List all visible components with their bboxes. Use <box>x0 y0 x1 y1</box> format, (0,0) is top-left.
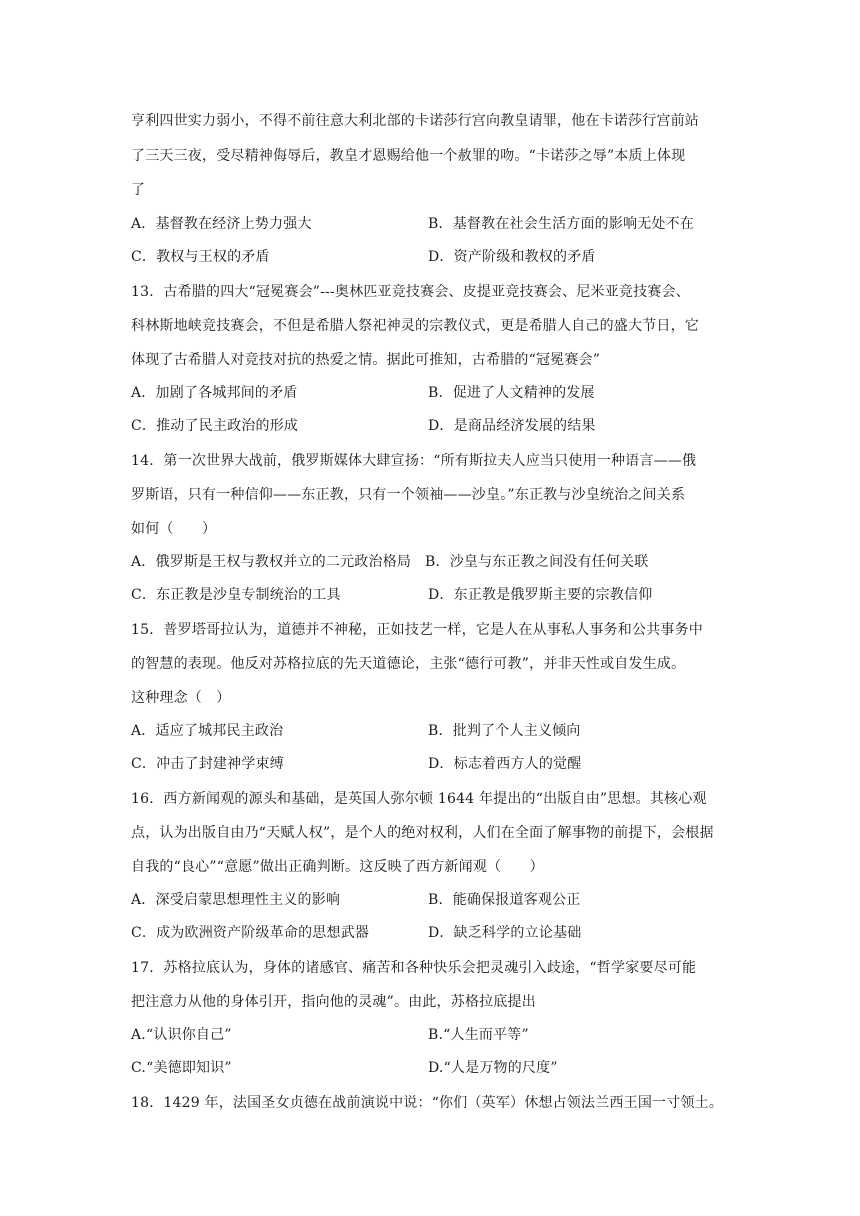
q16-line-2: 点，认为出版自由乃“天赋人权”，是个人的绝对权利，人们在全面了解事物的前提下，会根据 <box>131 825 714 841</box>
q12-line-3: 了 <box>131 182 146 198</box>
q16-option-a: A．深受启蒙思想理性主义的影响 <box>131 892 341 908</box>
q16-option-b: B．能确保报道客观公正 <box>428 892 581 908</box>
q14-option-c: C．东正教是沙皇专制统治的工具 <box>131 587 341 603</box>
q13-option-b: B．促进了人文精神的发展 <box>428 385 595 401</box>
q16-line-1: 16．西方新闻观的源头和基础，是英国人弥尔顿 1644 年提出的“出版自由”思想。其核心观 <box>131 791 707 807</box>
q15-option-a: A．适应了城邦民主政治 <box>131 723 284 739</box>
q12-option-d: D．资产阶级和教权的矛盾 <box>428 249 596 265</box>
q14-line-2: 罗斯语，只有一种信仰——东正教，只有一个领袖——沙皇。”东正教与沙皇统治之间关系 <box>131 487 686 503</box>
q12-line-2: 了三天三夜，受尽精神侮辱后，教皇才恩赐给他一个赦罪的吻。“卡诺莎之辱”本质上体现 <box>131 148 686 164</box>
q16-line-3: 自我的“良心”“意愿”做出正确判断。这反映了西方新闻观（ ） <box>131 859 544 875</box>
q13-line-1: 13．古希腊的四大“冠冕赛会”---奥林匹亚竞技赛会、皮提亚竞技赛会、尼米亚竞技赛会、 <box>131 284 690 300</box>
q13-line-3: 体现了古希腊人对竞技对抗的热爱之情。据此可推知，古希腊的“冠冕赛会” <box>131 352 601 368</box>
q15-option-d: D．标志着西方人的觉醒 <box>428 756 582 772</box>
q17-option-c: C.“美德即知识” <box>131 1060 232 1076</box>
q13-option-a: A．加剧了各城邦间的矛盾 <box>131 385 298 401</box>
q12-option-c: C．教权与王权的矛盾 <box>131 249 270 265</box>
q14-option-d: D．东正教是俄罗斯主要的宗教信仰 <box>428 587 653 603</box>
q14-option-a: A．俄罗斯是王权与教权并立的二元政治格局 <box>131 554 412 570</box>
q13-option-d: D．是商品经济发展的结果 <box>428 418 596 434</box>
q17-option-a: A.“认识你自己” <box>131 1027 232 1043</box>
q15-line-3: 这种理念（ ） <box>131 690 231 706</box>
q14-option-b: B．沙皇与东正教之间没有任何关联 <box>425 554 649 570</box>
q16-option-d: D．缺乏科学的立论基础 <box>428 925 582 941</box>
q16-option-c: C．成为欧洲资产阶级革命的思想武器 <box>131 925 370 941</box>
q15-line-1: 15．普罗塔哥拉认为，道德并不神秘，正如技艺一样，它是人在从事私人事务和公共事务中 <box>131 622 704 638</box>
q18-line-1: 18．1429 年，法国圣女贞德在战前演说中说：“你们（英军）休想占领法兰西王国一寸领土。 <box>131 1095 724 1111</box>
q17-option-b: B.“人生而平等” <box>428 1027 529 1043</box>
q17-line-2: 把注意力从他的身体引开，指向他的灵魂”。由此，苏格拉底提出 <box>131 994 536 1010</box>
q17-line-1: 17．苏格拉底认为，身体的诸感官、痛苦和各种快乐会把灵魂引入歧途，“哲学家要尽可能 <box>131 960 697 976</box>
q15-option-b: B．批判了个人主义倾向 <box>428 723 581 739</box>
q14-line-1: 14．第一次世界大战前，俄罗斯媒体大肆宣扬：“所有斯拉夫人应当只使用一种语言——俄 <box>131 453 697 469</box>
q15-line-2: 的智慧的表现。他反对苏格拉底的先天道德论，主张“德行可教”，并非天性或自发生成。 <box>131 656 686 672</box>
q13-option-c: C．推动了民主政治的形成 <box>131 418 299 434</box>
q13-line-2: 科林斯地峡竞技赛会，不但是希腊人祭祀神灵的宗教仪式，更是希腊人自己的盛大节日，它 <box>131 318 699 334</box>
q14-line-3: 如何（ ） <box>131 521 217 537</box>
q12-line-1: 亨利四世实力弱小，不得不前往意大利北部的卡诺莎行宫向教皇请罪，他在卡诺莎行宫前站 <box>131 113 699 129</box>
q12-option-b: B．基督教在社会生活方面的影响无处不在 <box>428 216 695 232</box>
q15-option-c: C．冲击了封建神学束缚 <box>131 756 284 772</box>
q17-option-d: D.“人是万物的尺度” <box>428 1060 558 1076</box>
q12-option-a: A．基督教在经济上势力强大 <box>131 216 312 232</box>
